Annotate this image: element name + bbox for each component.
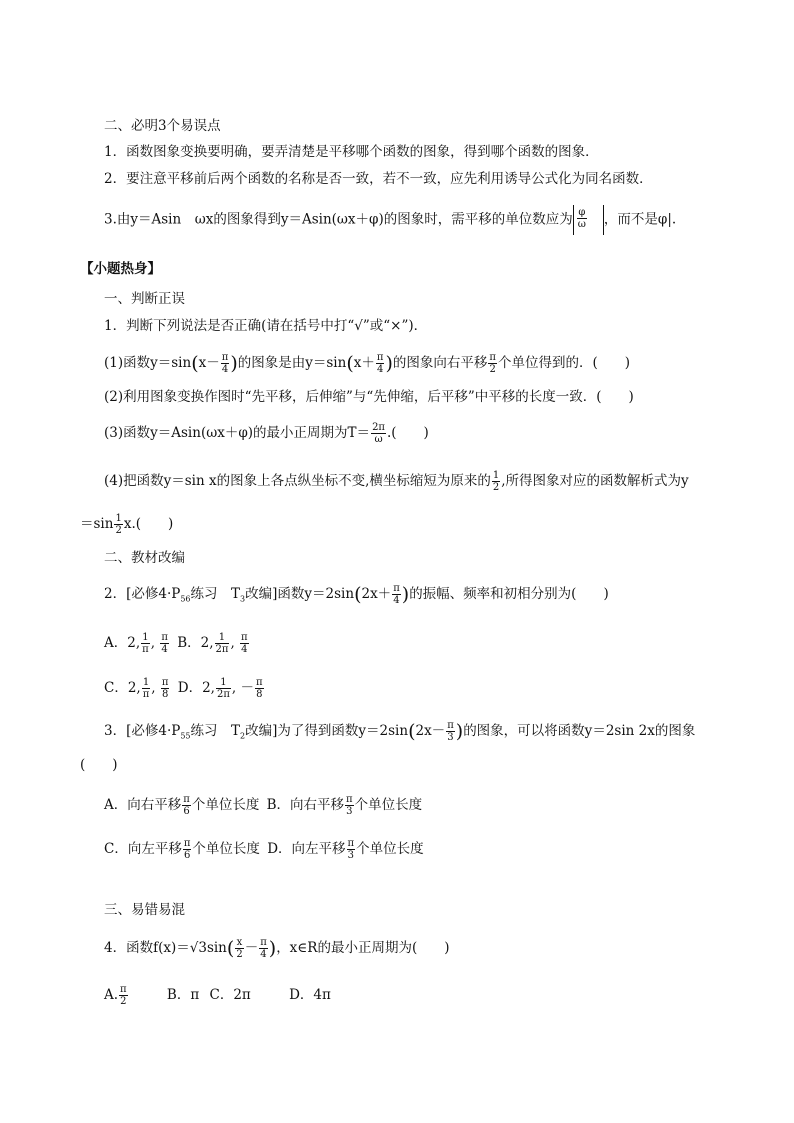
section-heading-mistakes: 二、必明3个易误点 [104, 118, 221, 134]
q2-options-cd: C．2, $\frac{1}{\pi}$ , $\frac{\pi}{8}$ D．2, $\frac{1}{2\pi}$ , － $\frac{\pi}{8}$ [104, 677, 263, 700]
q3-options-ab: A．向右平移 $\frac{\pi}{6}$ 个单位长度 B．向右平移 $\frac{\pi}{3}$ 个单位长度 [104, 794, 423, 817]
q4-options: A. $\frac{\pi}{2}$ B．π C．2π D．4π [104, 984, 331, 1007]
item-4-cont: ＝sin $\frac{1}{2}$ x.( ) [80, 513, 174, 536]
item-3: (3)函数y＝Asin(ωx＋φ)的最小正周期为T＝ $\frac{2\pi}{\omega}$ .( ) [104, 422, 429, 445]
point-3: 3.由y＝Asin ωx的图象得到y＝Asin(ωx＋φ)的图象时，需平移的单位数应为 $\frac{\varphi}{\omega}$ ，而不是φ|. [104, 205, 676, 235]
question-1: 1．判断下列说法是否正确(请在括号中打“√”或“×”)． [104, 318, 428, 334]
subheading-textbook: 二、教材改编 [104, 550, 185, 566]
question-2: 2．[必修$4\cdot P_{56}$练习 $T_3$改编]函数y＝2sin(2x＋ $\frac{\pi}{4}$ )的振幅、频率和初相分别为( ) [104, 583, 609, 606]
question-3: 3．[必修$4\cdot P_{55}$练习 $T_2$改编]为了得到函数y＝2sin(2x－ $\frac{\pi}{3}$ )的图象，可以将函数y＝2sin 2x的图象 [104, 720, 696, 743]
point-1: 1．函数图象变换要明确，要弄清楚是平移哪个函数的图象，得到哪个函数的图象． [104, 144, 599, 160]
subheading-confusion: 三、易错易混 [104, 902, 185, 918]
item-1: (1)函数y＝sin(x－ $\frac{\pi}{4}$ )的图象是由y＝sin(x＋ $\frac{\pi}{4}$ )的图象向右平移 $\frac{\pi}{2}$ 个单位得到的．( ) [104, 352, 630, 375]
item-4: (4)把函数y＝sin x的图象上各点纵坐标不变,横坐标缩短为原来的 $\frac{1}{2}$ ,所得图象对应的函数解析式为y [104, 470, 689, 493]
q2-options-ab: A．2, $\frac{1}{\pi}$ , $\frac{\pi}{4}$ B．2, $\frac{1}{2\pi}$ , $\frac{\pi}{4}$ [104, 632, 248, 655]
q3-options-cd: C．向左平移 $\frac{\pi}{6}$ 个单位长度 D．向左平移 $\frac{\pi}{3}$ 个单位长度 [104, 838, 424, 861]
question-4: 4．函数f(x)＝√3sin( $\frac{x}{2}$ － $\frac{\pi}{4}$ )，x∈R的最小正周期为( ) [104, 937, 450, 960]
question-3-paren: ( ) [80, 757, 118, 773]
abs-phi-over-omega: $\frac{\varphi}{\omega}$ [573, 205, 604, 235]
subheading-judge: 一、判断正误 [104, 291, 185, 307]
point-2: 2．要注意平移前后两个函数的名称是否一致，若不一致，应先利用诱导公式化为同名函数． [104, 171, 653, 187]
warmup-heading: 【小题热身】 [80, 261, 161, 277]
item-2: (2)利用图象变换作图时“先平移，后伸缩”与“先伸缩，后平移”中平移的长度一致．( ) [104, 389, 634, 405]
